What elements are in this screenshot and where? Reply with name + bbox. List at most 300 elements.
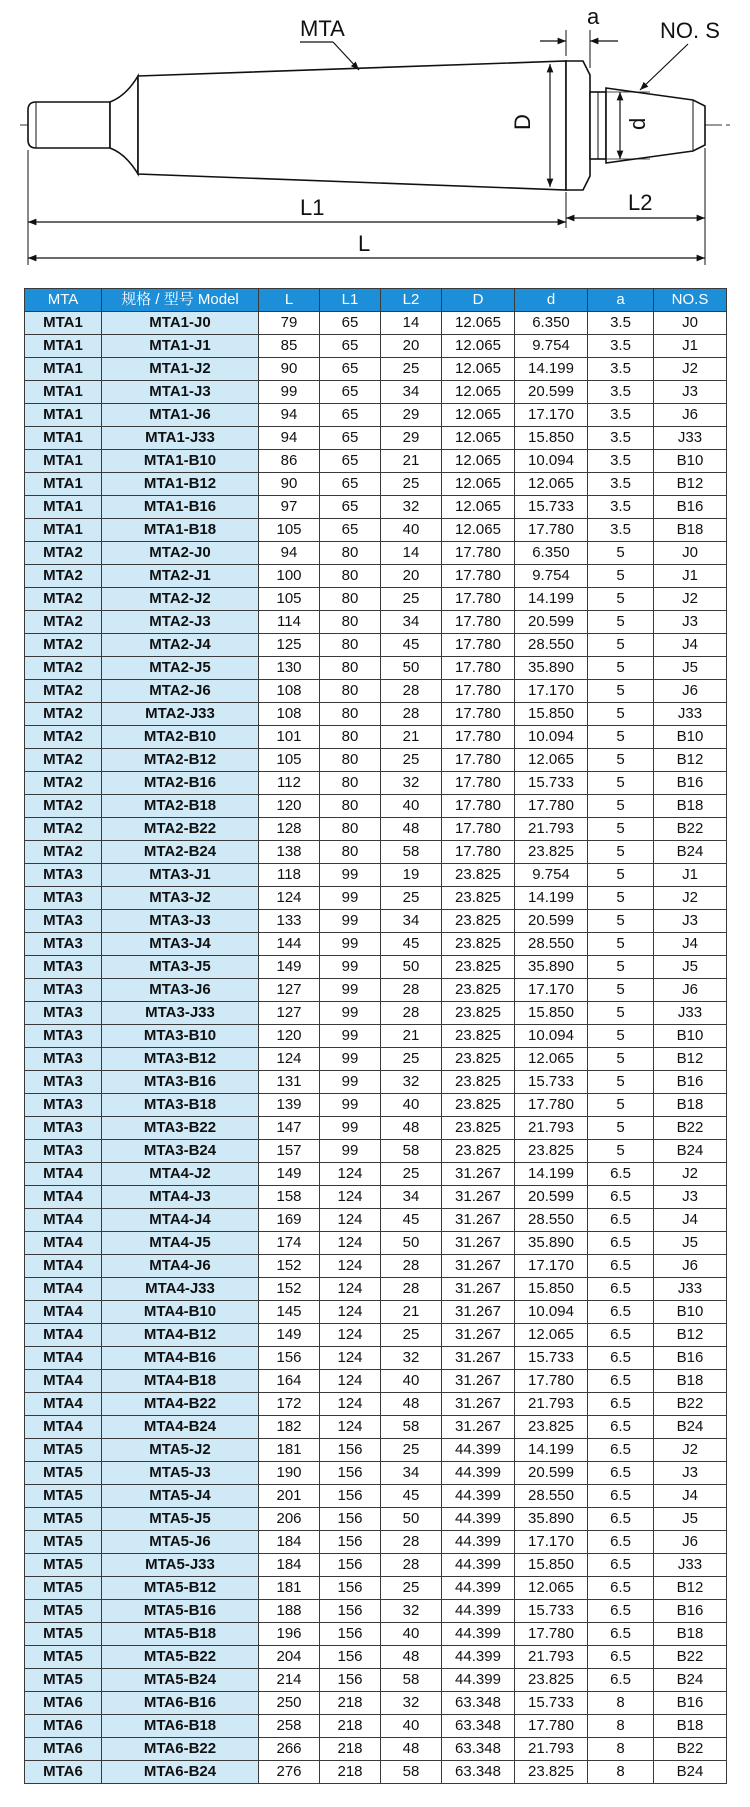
cell-nos: B18: [654, 1623, 727, 1646]
cell-D: 31.267: [442, 1347, 515, 1370]
cell-nos: B16: [654, 1600, 727, 1623]
cell-d: 28.550: [515, 634, 588, 657]
cell-nos: J6: [654, 1255, 727, 1278]
cell-series: MTA3: [25, 1094, 102, 1117]
cell-L: 149: [259, 1163, 320, 1186]
cell-L2: 45: [381, 1485, 442, 1508]
cell-series: MTA5: [25, 1439, 102, 1462]
cell-nos: J3: [654, 1462, 727, 1485]
cell-L2: 21: [381, 726, 442, 749]
cell-a: 6.5: [588, 1301, 654, 1324]
table-row: [25, 887, 727, 910]
cell-a: 5: [588, 1117, 654, 1140]
cell-a: 5: [588, 795, 654, 818]
cell-L2: 34: [381, 910, 442, 933]
cell-L: 105: [259, 519, 320, 542]
cell-series: MTA4: [25, 1324, 102, 1347]
cell-D: 63.348: [442, 1738, 515, 1761]
arbor-taper-body: [138, 61, 566, 190]
cell-d: 9.754: [515, 864, 588, 887]
cell-nos: J33: [654, 1278, 727, 1301]
cell-D: 63.348: [442, 1715, 515, 1738]
cell-series: MTA1: [25, 335, 102, 358]
cell-L: 144: [259, 933, 320, 956]
cell-d: 15.733: [515, 1071, 588, 1094]
cell-L2: 28: [381, 979, 442, 1002]
cell-series: MTA1: [25, 427, 102, 450]
cell-L1: 156: [320, 1623, 381, 1646]
cell-a: 6.5: [588, 1439, 654, 1462]
cell-L1: 156: [320, 1462, 381, 1485]
cell-model: MTA1-B12: [102, 473, 259, 496]
table-row: [25, 1508, 727, 1531]
header-d: d: [515, 289, 588, 312]
cell-D: 17.780: [442, 565, 515, 588]
cell-a: 5: [588, 680, 654, 703]
cell-nos: B18: [654, 1094, 727, 1117]
cell-nos: J0: [654, 312, 727, 335]
cell-L2: 48: [381, 1117, 442, 1140]
cell-nos: J4: [654, 634, 727, 657]
header-model: 规格 / 型号 Model: [102, 289, 259, 312]
cell-L2: 40: [381, 1715, 442, 1738]
cell-series: MTA4: [25, 1163, 102, 1186]
cell-L1: 156: [320, 1646, 381, 1669]
cell-model: MTA5-J5: [102, 1508, 259, 1531]
cell-L: 276: [259, 1761, 320, 1784]
table-row: [25, 726, 727, 749]
cell-model: MTA5-J4: [102, 1485, 259, 1508]
cell-L: 97: [259, 496, 320, 519]
cell-d: 15.850: [515, 1002, 588, 1025]
cell-series: MTA5: [25, 1462, 102, 1485]
cell-nos: B12: [654, 1324, 727, 1347]
cell-nos: J4: [654, 1485, 727, 1508]
cell-D: 63.348: [442, 1761, 515, 1784]
cell-nos: B16: [654, 1347, 727, 1370]
cell-L2: 25: [381, 887, 442, 910]
cell-L: 127: [259, 979, 320, 1002]
cell-nos: J33: [654, 1554, 727, 1577]
cell-model: MTA2-J2: [102, 588, 259, 611]
cell-a: 5: [588, 887, 654, 910]
arbor-flange: [566, 61, 590, 190]
cell-nos: J6: [654, 404, 727, 427]
cell-L: 90: [259, 473, 320, 496]
cell-L: 90: [259, 358, 320, 381]
cell-d: 17.170: [515, 1531, 588, 1554]
cell-L2: 45: [381, 1209, 442, 1232]
cell-a: 3.5: [588, 312, 654, 335]
label-L2: L2: [628, 190, 653, 215]
cell-L2: 29: [381, 404, 442, 427]
cell-L2: 20: [381, 335, 442, 358]
cell-d: 9.754: [515, 565, 588, 588]
table-row: [25, 910, 727, 933]
cell-d: 10.094: [515, 1025, 588, 1048]
cell-d: 14.199: [515, 1439, 588, 1462]
cell-a: 5: [588, 1025, 654, 1048]
cell-L: 158: [259, 1186, 320, 1209]
table-row: [25, 1462, 727, 1485]
table-row: [25, 1715, 727, 1738]
cell-a: 3.5: [588, 358, 654, 381]
cell-L1: 156: [320, 1577, 381, 1600]
cell-L: 112: [259, 772, 320, 795]
cell-L2: 19: [381, 864, 442, 887]
cell-a: 5: [588, 1140, 654, 1163]
cell-D: 31.267: [442, 1232, 515, 1255]
table-row: [25, 1255, 727, 1278]
cell-series: MTA2: [25, 565, 102, 588]
cell-D: 17.780: [442, 795, 515, 818]
cell-L2: 48: [381, 1646, 442, 1669]
cell-D: 17.780: [442, 657, 515, 680]
cell-model: MTA4-J3: [102, 1186, 259, 1209]
cell-a: 6.5: [588, 1531, 654, 1554]
cell-series: MTA4: [25, 1347, 102, 1370]
cell-series: MTA5: [25, 1623, 102, 1646]
cell-L1: 80: [320, 841, 381, 864]
cell-L1: 80: [320, 818, 381, 841]
cell-L2: 34: [381, 611, 442, 634]
cell-model: MTA1-J33: [102, 427, 259, 450]
label-d: d: [625, 117, 650, 130]
cell-model: MTA3-B24: [102, 1140, 259, 1163]
cell-a: 3.5: [588, 450, 654, 473]
cell-L: 105: [259, 588, 320, 611]
cell-series: MTA3: [25, 933, 102, 956]
cell-series: MTA1: [25, 496, 102, 519]
cell-series: MTA2: [25, 703, 102, 726]
cell-series: MTA4: [25, 1255, 102, 1278]
cell-a: 5: [588, 956, 654, 979]
cell-nos: B24: [654, 1416, 727, 1439]
cell-L2: 25: [381, 1048, 442, 1071]
cell-nos: J33: [654, 1002, 727, 1025]
cell-d: 21.793: [515, 1393, 588, 1416]
cell-series: MTA6: [25, 1692, 102, 1715]
cell-L1: 80: [320, 588, 381, 611]
cell-a: 3.5: [588, 335, 654, 358]
cell-L: 139: [259, 1094, 320, 1117]
cell-nos: J5: [654, 1508, 727, 1531]
cell-D: 44.399: [442, 1646, 515, 1669]
table-row: [25, 634, 727, 657]
cell-L: 133: [259, 910, 320, 933]
cell-L2: 50: [381, 1508, 442, 1531]
cell-L1: 99: [320, 887, 381, 910]
table-row: [25, 1002, 727, 1025]
cell-L1: 80: [320, 680, 381, 703]
cell-a: 6.5: [588, 1623, 654, 1646]
table-row: [25, 1094, 727, 1117]
cell-L: 188: [259, 1600, 320, 1623]
cell-L: 266: [259, 1738, 320, 1761]
cell-D: 23.825: [442, 910, 515, 933]
cell-L2: 25: [381, 473, 442, 496]
cell-a: 6.5: [588, 1646, 654, 1669]
cell-model: MTA5-J6: [102, 1531, 259, 1554]
arbor-shoulder: [110, 76, 138, 174]
cell-nos: B12: [654, 1577, 727, 1600]
cell-L1: 65: [320, 358, 381, 381]
cell-a: 8: [588, 1692, 654, 1715]
cell-L1: 218: [320, 1715, 381, 1738]
cell-nos: J2: [654, 358, 727, 381]
cell-series: MTA4: [25, 1416, 102, 1439]
cell-a: 6.5: [588, 1347, 654, 1370]
cell-series: MTA3: [25, 887, 102, 910]
table-row: [25, 1692, 727, 1715]
cell-series: MTA2: [25, 772, 102, 795]
cell-L: 152: [259, 1255, 320, 1278]
cell-L2: 50: [381, 657, 442, 680]
label-L1: L1: [300, 195, 325, 220]
header-a: a: [588, 289, 654, 312]
cell-D: 44.399: [442, 1623, 515, 1646]
cell-series: MTA4: [25, 1186, 102, 1209]
cell-L2: 25: [381, 749, 442, 772]
cell-model: MTA2-B24: [102, 841, 259, 864]
cell-nos: J33: [654, 427, 727, 450]
cell-D: 12.065: [442, 335, 515, 358]
cell-D: 17.780: [442, 841, 515, 864]
cell-nos: B10: [654, 1025, 727, 1048]
cell-series: MTA1: [25, 312, 102, 335]
cell-D: 23.825: [442, 933, 515, 956]
cell-nos: J5: [654, 657, 727, 680]
table-header-row: [25, 289, 727, 312]
cell-nos: B22: [654, 1738, 727, 1761]
cell-d: 15.850: [515, 1278, 588, 1301]
table-row: [25, 1140, 727, 1163]
cell-model: MTA4-B18: [102, 1370, 259, 1393]
cell-nos: J3: [654, 1186, 727, 1209]
cell-model: MTA3-J33: [102, 1002, 259, 1025]
cell-a: 5: [588, 749, 654, 772]
cell-D: 44.399: [442, 1508, 515, 1531]
cell-L2: 32: [381, 1071, 442, 1094]
cell-d: 23.825: [515, 1140, 588, 1163]
cell-nos: B12: [654, 473, 727, 496]
header-D: D: [442, 289, 515, 312]
cell-d: 20.599: [515, 1462, 588, 1485]
cell-model: MTA5-B24: [102, 1669, 259, 1692]
cell-L2: 34: [381, 1462, 442, 1485]
cell-D: 17.780: [442, 772, 515, 795]
cell-series: MTA1: [25, 450, 102, 473]
cell-L: 79: [259, 312, 320, 335]
cell-model: MTA2-B16: [102, 772, 259, 795]
cell-series: MTA5: [25, 1669, 102, 1692]
cell-a: 5: [588, 542, 654, 565]
table-row: [25, 1485, 727, 1508]
cell-L1: 80: [320, 657, 381, 680]
cell-L2: 25: [381, 1163, 442, 1186]
cell-a: 6.5: [588, 1232, 654, 1255]
cell-D: 44.399: [442, 1577, 515, 1600]
cell-nos: B22: [654, 1117, 727, 1140]
cell-d: 9.754: [515, 335, 588, 358]
cell-d: 15.733: [515, 1600, 588, 1623]
cell-model: MTA3-B16: [102, 1071, 259, 1094]
cell-model: MTA1-B18: [102, 519, 259, 542]
cell-L2: 40: [381, 1370, 442, 1393]
cell-series: MTA1: [25, 404, 102, 427]
cell-a: 5: [588, 657, 654, 680]
cell-L2: 58: [381, 1669, 442, 1692]
cell-series: MTA2: [25, 657, 102, 680]
cell-L: 184: [259, 1554, 320, 1577]
table-row: [25, 588, 727, 611]
cell-L: 101: [259, 726, 320, 749]
cell-d: 15.850: [515, 1554, 588, 1577]
table-row: [25, 1738, 727, 1761]
cell-D: 31.267: [442, 1416, 515, 1439]
cell-L2: 34: [381, 381, 442, 404]
cell-D: 12.065: [442, 381, 515, 404]
cell-D: 17.780: [442, 588, 515, 611]
cell-L: 108: [259, 703, 320, 726]
cell-model: MTA3-J6: [102, 979, 259, 1002]
cell-series: MTA2: [25, 818, 102, 841]
cell-L1: 124: [320, 1370, 381, 1393]
cell-a: 5: [588, 979, 654, 1002]
cell-d: 35.890: [515, 1508, 588, 1531]
cell-L2: 40: [381, 1094, 442, 1117]
cell-nos: J3: [654, 381, 727, 404]
cell-D: 17.780: [442, 611, 515, 634]
cell-L1: 65: [320, 427, 381, 450]
cell-d: 17.780: [515, 519, 588, 542]
cell-L2: 32: [381, 1692, 442, 1715]
cell-D: 23.825: [442, 864, 515, 887]
cell-d: 14.199: [515, 588, 588, 611]
cell-a: 5: [588, 703, 654, 726]
table-row: [25, 841, 727, 864]
cell-L2: 40: [381, 1623, 442, 1646]
cell-L1: 156: [320, 1669, 381, 1692]
cell-series: MTA3: [25, 1025, 102, 1048]
cell-L1: 124: [320, 1301, 381, 1324]
cell-d: 15.733: [515, 1692, 588, 1715]
cell-L2: 25: [381, 1577, 442, 1600]
cell-a: 6.5: [588, 1393, 654, 1416]
cell-D: 23.825: [442, 1048, 515, 1071]
cell-a: 3.5: [588, 427, 654, 450]
cell-L2: 40: [381, 795, 442, 818]
cell-L: 145: [259, 1301, 320, 1324]
cell-model: MTA2-B22: [102, 818, 259, 841]
cell-series: MTA5: [25, 1508, 102, 1531]
cell-D: 17.780: [442, 680, 515, 703]
cell-L: 108: [259, 680, 320, 703]
cell-a: 6.5: [588, 1554, 654, 1577]
cell-d: 28.550: [515, 933, 588, 956]
cell-series: MTA3: [25, 956, 102, 979]
table-row: [25, 1232, 727, 1255]
cell-series: MTA4: [25, 1301, 102, 1324]
table-row: [25, 1577, 727, 1600]
cell-model: MTA5-B16: [102, 1600, 259, 1623]
cell-nos: J4: [654, 933, 727, 956]
cell-L1: 99: [320, 1071, 381, 1094]
cell-a: 6.5: [588, 1462, 654, 1485]
table-row: [25, 1048, 727, 1071]
cell-a: 5: [588, 841, 654, 864]
cell-nos: B12: [654, 1048, 727, 1071]
cell-nos: J6: [654, 680, 727, 703]
table-row: [25, 427, 727, 450]
table-row: [25, 519, 727, 542]
cell-model: MTA2-J4: [102, 634, 259, 657]
cell-L1: 65: [320, 450, 381, 473]
cell-L1: 124: [320, 1232, 381, 1255]
cell-d: 23.825: [515, 1669, 588, 1692]
cell-L1: 65: [320, 473, 381, 496]
cell-d: 20.599: [515, 1186, 588, 1209]
cell-L: 157: [259, 1140, 320, 1163]
cell-D: 23.825: [442, 1025, 515, 1048]
table-row: [25, 749, 727, 772]
cell-d: 28.550: [515, 1209, 588, 1232]
cell-nos: J1: [654, 864, 727, 887]
cell-L: 206: [259, 1508, 320, 1531]
cell-series: MTA3: [25, 1002, 102, 1025]
cell-a: 5: [588, 634, 654, 657]
table-row: [25, 1554, 727, 1577]
cell-model: MTA1-B10: [102, 450, 259, 473]
arbor-technical-drawing: [0, 0, 750, 280]
table-row: [25, 703, 727, 726]
table-row: [25, 1186, 727, 1209]
cell-model: MTA3-J3: [102, 910, 259, 933]
cell-series: MTA4: [25, 1232, 102, 1255]
cell-D: 23.825: [442, 887, 515, 910]
cell-model: MTA1-B16: [102, 496, 259, 519]
cell-d: 12.065: [515, 1048, 588, 1071]
table-row: [25, 404, 727, 427]
cell-L: 190: [259, 1462, 320, 1485]
specification-table: [24, 288, 727, 1784]
cell-model: MTA1-J0: [102, 312, 259, 335]
cell-series: MTA6: [25, 1738, 102, 1761]
cell-model: MTA4-B10: [102, 1301, 259, 1324]
cell-nos: J5: [654, 956, 727, 979]
cell-D: 12.065: [442, 358, 515, 381]
cell-model: MTA3-J1: [102, 864, 259, 887]
cell-L1: 99: [320, 933, 381, 956]
cell-D: 44.399: [442, 1669, 515, 1692]
cell-model: MTA2-J33: [102, 703, 259, 726]
table-row: [25, 381, 727, 404]
header-L: L: [259, 289, 320, 312]
label-mta: MTA: [300, 16, 345, 41]
cell-L: 100: [259, 565, 320, 588]
table-row: [25, 795, 727, 818]
cell-d: 17.780: [515, 1370, 588, 1393]
cell-series: MTA2: [25, 726, 102, 749]
cell-L: 258: [259, 1715, 320, 1738]
cell-L2: 28: [381, 680, 442, 703]
cell-series: MTA1: [25, 519, 102, 542]
cell-model: MTA2-J6: [102, 680, 259, 703]
cell-model: MTA6-B24: [102, 1761, 259, 1784]
cell-d: 15.850: [515, 427, 588, 450]
cell-model: MTA2-B10: [102, 726, 259, 749]
cell-d: 21.793: [515, 1646, 588, 1669]
